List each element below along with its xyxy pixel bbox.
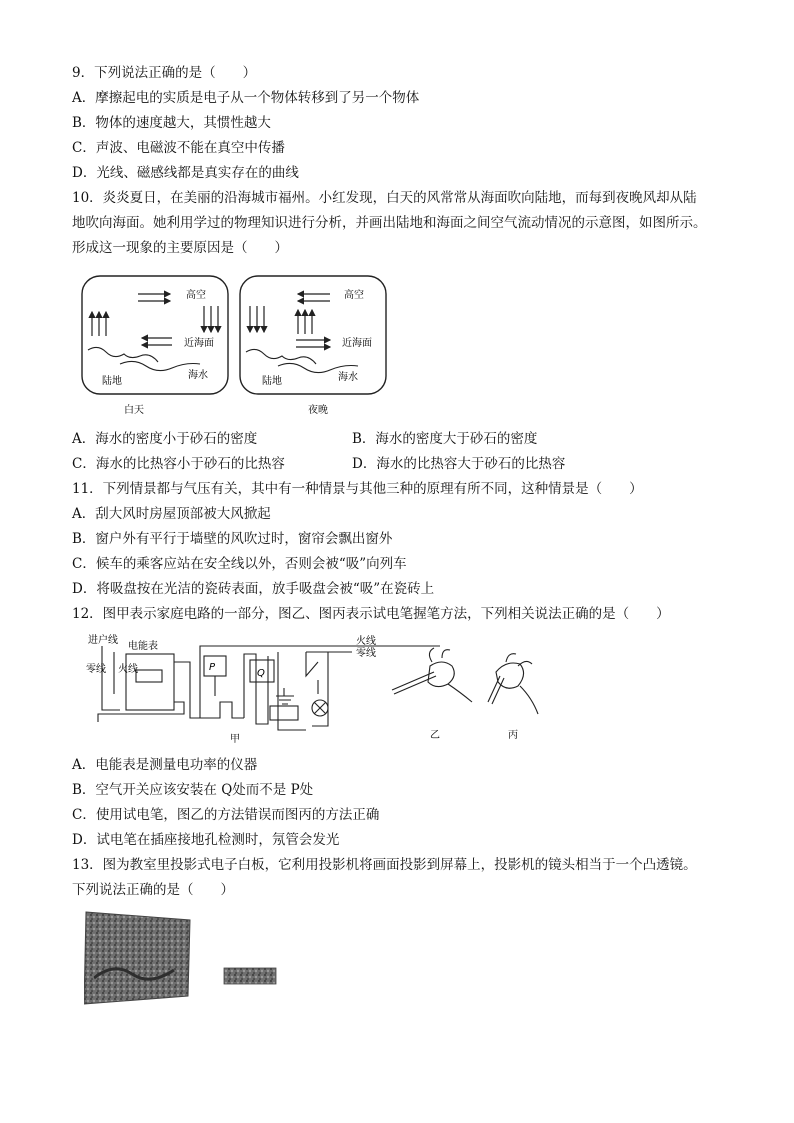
neutral-right-label: 零线 (356, 648, 376, 659)
night-near-sea-label: 近海面 (342, 338, 372, 349)
q10-option-c: C．海水的比热容小于砂石的比热容 (72, 456, 285, 472)
q9-stem: 9．下列说法正确的是（ ） (72, 65, 257, 81)
q12-option-b: B．空气开关应该安装在 Q处而不是 P处 (72, 782, 314, 798)
p-label: P (209, 662, 216, 673)
q12-option-a: A．电能表是测量电功率的仪器 (72, 757, 258, 773)
q11-option-a: A．刮大风时房屋顶部被大风掀起 (72, 506, 271, 522)
q12-stem: 12．图甲表示家庭电路的一部分，图乙、图丙表示试电笔握笔方法，下列相关说法正确的是（ ） (72, 606, 670, 622)
day-panel (82, 276, 228, 394)
night-sky-label: 高空 (344, 290, 364, 301)
q9-option-d: D．光线、磁感线都是真实存在的曲线 (72, 165, 299, 181)
night-sea-label: 海水 (338, 372, 358, 383)
circuit-jia (98, 646, 440, 730)
night-land-label: 陆地 (262, 376, 282, 387)
figure-yi-caption: 乙 (430, 730, 440, 741)
live-left-label: 火线 (118, 664, 138, 675)
test-pen-grip-bing (488, 654, 538, 714)
q9-option-c: C．声波、电磁波不能在真空中传播 (72, 140, 285, 156)
q12-option-d: D．试电笔在插座接地孔检测时，氖管会发光 (72, 832, 340, 848)
figure-bing-caption: 丙 (508, 730, 518, 741)
day-near-sea-label: 近海面 (184, 338, 214, 349)
q10-stem-line-3: 形成这一现象的主要原因是（ ） (72, 240, 288, 256)
night-caption: 夜晚 (308, 405, 328, 416)
projector (224, 968, 276, 984)
q-label: Q (257, 668, 265, 679)
q11-option-c: C．候车的乘客应站在安全线以外，否则会被“吸”向列车 (72, 556, 407, 572)
q10-option-d: D．海水的比热容大于砂石的比热容 (352, 456, 566, 472)
q13-stem-line-2: 下列说法正确的是（ ） (72, 882, 234, 898)
figure-jia-caption: 甲 (230, 734, 240, 745)
night-panel (240, 276, 386, 394)
q9-option-b: B．物体的速度越大，其惯性越大 (72, 115, 271, 131)
q11-option-b: B．窗户外有平行于墙壁的风吹过时，窗帘会飘出窗外 (72, 531, 393, 547)
day-caption: 白天 (124, 405, 144, 416)
q13-stem-line-1: 13．图为教室里投影式电子白板，它利用投影机将画面投影到屏幕上，投影机的镜头相当于一个凸透镜。 (72, 857, 697, 873)
day-sea-label: 海水 (188, 370, 208, 381)
q10-option-b: B．海水的密度大于砂石的密度 (352, 431, 538, 447)
day-land-label: 陆地 (102, 376, 122, 387)
day-sky-label: 高空 (186, 290, 206, 301)
projection-screen (84, 912, 190, 1004)
q10-stem-line-1: 10．炎炎夏日，在美丽的沿海城市福州。小红发现，白天的风常常从海面吹向陆地，而每到夜晚风却从陆 (72, 190, 697, 206)
sea-land-breeze-figure (80, 274, 390, 424)
neutral-left-label: 零线 (86, 664, 106, 675)
q10-option-a: A．海水的密度小于砂石的密度 (72, 431, 258, 447)
household-circuit-figure (80, 632, 540, 748)
entry-line-label: 进户线 (88, 635, 118, 646)
test-pen-grip-yi (392, 648, 472, 702)
projection-whiteboard-figure (84, 908, 284, 1008)
meter-label: 电能表 (128, 641, 158, 652)
q11-stem: 11．下列情景都与气压有关，其中有一种情景与其他三种的原理有所不同，这种情景是（ ） (72, 481, 643, 497)
q11-option-d: D．将吸盘按在光洁的瓷砖表面，放手吸盘会被“吸”在瓷砖上 (72, 581, 435, 597)
q9-option-a: A．摩擦起电的实质是电子从一个物体转移到了另一个物体 (72, 90, 420, 106)
q12-option-c: C．使用试电笔，图乙的方法错误而图丙的方法正确 (72, 807, 380, 823)
live-right-label: 火线 (356, 636, 376, 647)
q10-stem-line-2: 地吹向海面。她利用学过的物理知识进行分析，并画出陆地和海面之间空气流动情况的示意图，如图所示。 (72, 215, 707, 231)
